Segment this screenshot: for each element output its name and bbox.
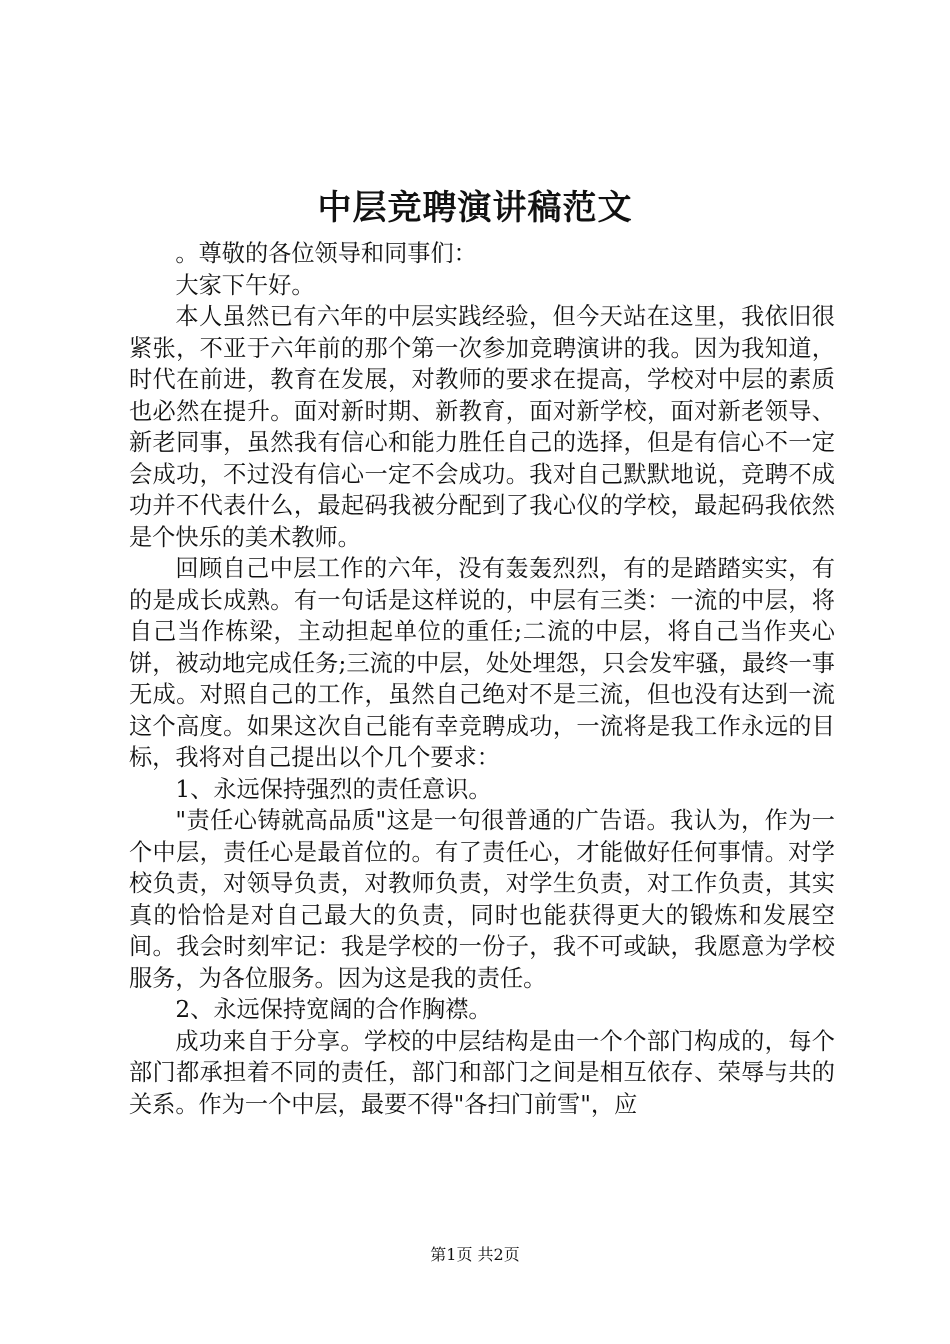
paragraph-cooperation: 成功来自于分享。学校的中层结构是由一个个部门构成的，每个部门都承担着不同的责任，部门和部门之间是相互依存、荣辱与共的关系。作为一个中层，最要不得"各扫门前雪"，应 (129, 1027, 835, 1118)
paragraph-introduction: 本人虽然已有六年的中层实践经验，但今天站在这里，我依旧很紧张，不亚于六年前的那个第一次参加竞聘演讲的我。因为我知道，时代在前进，教育在发展，对教师的要求在提高，学校对中层的素质也必然在提升。面对新时期、新教育，面对新学校，面对新老领导、新老同事，虽然我有信心和能力胜任自己的选择，但是有信心不一定会成功，不过没有信心一定不会成功。我对自己默默地说，竞聘不成功并不代表什么，最起码我被分配到了我心仪的学校，最起码我依然是个快乐的美术教师。 (129, 303, 835, 551)
paragraph-responsibility: "责任心铸就高品质"这是一句很普通的广告语。我认为，作为一个中层，责任心是最首位的。有了责任心，才能做好任何事情。对学校负责，对领导负责，对教师负责，对学生负责，对工作负责，其实真的恰恰是对自己最大的负责，同时也能获得更大的锻炼和发展空间。我会时刻牢记：我是学校的一份子，我不可或缺，我愿意为学校服务，为各位服务。因为这是我的责任。 (129, 807, 835, 992)
paragraph-salutation: 。尊敬的各位领导和同事们： (175, 240, 477, 267)
document-body (129, 238, 835, 1120)
paragraph-review: 回顾自己中层工作的六年，没有轰轰烈烈，有的是踏踏实实，有的是成长成熟。有一句话是这样说的，中层有三类：一流的中层，将自己当作栋梁，主动担起单位的重任;二流的中层，将自己当作夹心饼，被动地完成任务;三流的中层，处处埋怨，只会发牢骚，最终一事无成。对照自己的工作，虽然自己绝对不是三流，但也没有达到一流这个高度。如果这次自己能有幸竞聘成功，一流将是我工作永远的目标，我将对自己提出以个几个要求： (129, 555, 835, 771)
document-title: 中层竞聘演讲稿范文 (317, 188, 633, 228)
paragraph-heading-1: 1、永远保持强烈的责任意识。 (175, 775, 492, 803)
paragraph-heading-2: 2、永远保持宽阔的合作胸襟。 (175, 996, 492, 1023)
paragraph-greeting: 大家下午好。 (175, 271, 315, 299)
page-footer: 第1页 共2页 (430, 1245, 520, 1264)
